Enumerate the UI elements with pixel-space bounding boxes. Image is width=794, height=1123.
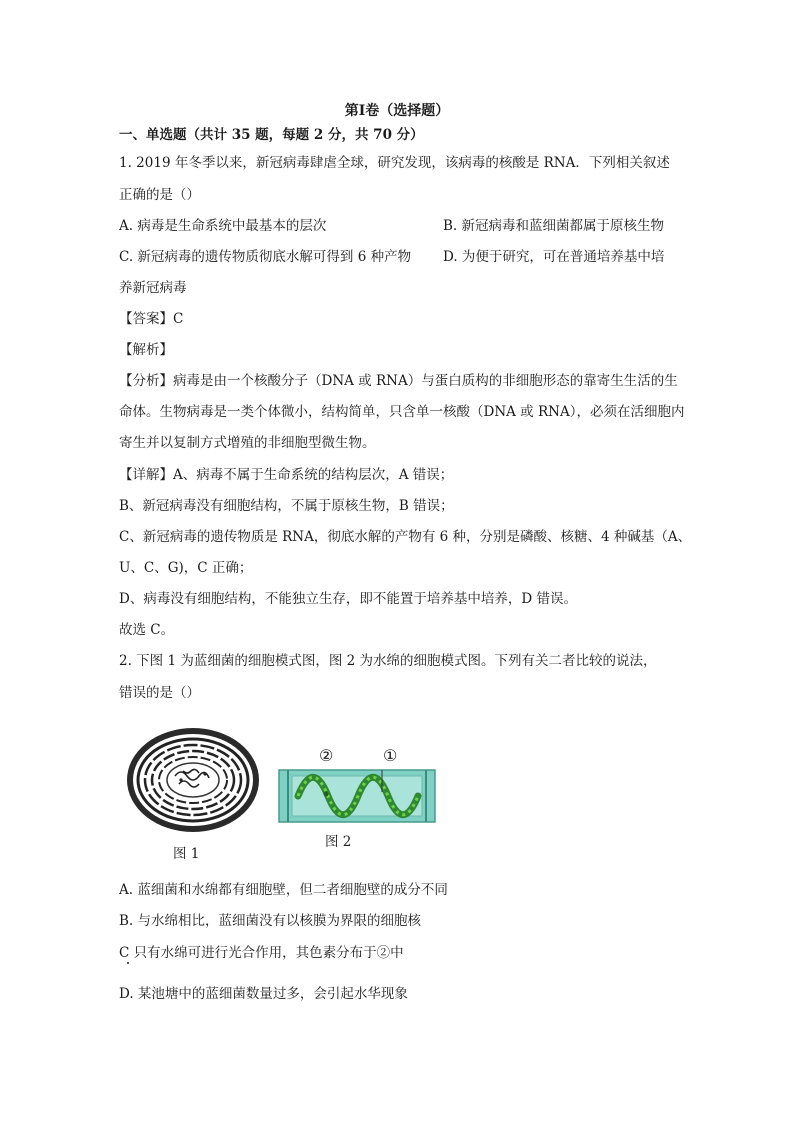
stray-dot xyxy=(127,962,129,964)
exam-part-title: 第Ⅰ卷（选择题） xyxy=(344,103,450,119)
figure2-caption: 图 2 xyxy=(325,834,352,850)
q1-option-d: D. 为便于研究，可在普通培养基中培 xyxy=(443,249,665,265)
q1-analysis-line1: 【分析】病毒是由一个核酸分子（DNA 或 RNA）与蛋白质构的非细胞形态的靠寄生生活的生 xyxy=(119,373,678,389)
q1-detail-line3: C、新冠病毒的遗传物质是 RNA，彻底水解的产物有 6 种，分别是磷酸、核糖、4 种碱基（A、 xyxy=(119,529,692,545)
section-heading: 一、单选题（共计 35 题，每题 2 分，共 70 分） xyxy=(119,127,424,143)
q1-answer: 【答案】C xyxy=(119,311,184,327)
figure1-caption: 图 1 xyxy=(173,846,200,862)
figure2-mark-1: ① xyxy=(383,746,398,765)
q2-option-c: C 只有水绵可进行光合作用，其色素分布于②中 xyxy=(119,945,404,961)
q1-detail-line4: U、C、G)，C 正确； xyxy=(119,560,253,576)
figure2-mark-2: ② xyxy=(319,746,334,765)
q2-option-a: A. 蓝细菌和水绵都有细胞壁，但二者细胞壁的成分不同 xyxy=(119,882,448,898)
q2-stem-line1: 2. 下图 1 为蓝细菌的细胞模式图，图 2 为水绵的细胞模式图。下列有关二者比较的说法， xyxy=(119,653,657,669)
q2-figures xyxy=(119,722,439,862)
q1-option-b: B. 新冠病毒和蓝细菌都属于原核生物 xyxy=(443,218,665,234)
q1-analysis-line3: 寄生并以复制方式增殖的非细胞型微生物。 xyxy=(119,435,376,451)
q2-stem-line2: 错误的是（） xyxy=(119,685,200,701)
q1-detail-line1: 【详解】A、病毒不属于生命系统的结构层次，A 错误； xyxy=(119,467,454,483)
q1-stem-line2: 正确的是（） xyxy=(119,187,200,203)
q1-option-c: C. 新冠病毒的遗传物质彻底水解可得到 6 种产物 xyxy=(119,249,412,265)
cyanobacteria-cell-figure xyxy=(123,724,263,836)
q1-option-a: A. 病毒是生命系统中最基本的层次 xyxy=(119,218,327,234)
q1-option-d-continued: 养新冠病毒 xyxy=(119,280,187,296)
q1-detail-line5: D、病毒没有细胞结构，不能独立生存，即不能置于培养基中培养，D 错误。 xyxy=(119,591,577,607)
q1-analysis-line2: 命体。生物病毒是一类个体微小，结构简单，只含单一核酸（DNA 或 RNA），必须在活细胞内 xyxy=(119,404,685,420)
q1-detail-line2: B、新冠病毒没有细胞结构，不属于原核生物，B 错误； xyxy=(119,498,454,514)
q2-option-d: D. 某池塘中的蓝细菌数量过多，会引起水华现象 xyxy=(119,986,408,1002)
q1-stem-line1: 1. 2019 年冬季以来，新冠病毒肆虐全球，研究发现，该病毒的核酸是 RNA．下列相关叙述 xyxy=(119,155,670,171)
q2-option-b: B. 与水绵相比，蓝细菌没有以核膜为界限的细胞核 xyxy=(119,913,422,929)
q1-analysis-heading: 【解析】 xyxy=(119,342,173,358)
spirogyra-cell-figure xyxy=(278,766,436,826)
q1-conclusion: 故选 C。 xyxy=(119,622,175,638)
